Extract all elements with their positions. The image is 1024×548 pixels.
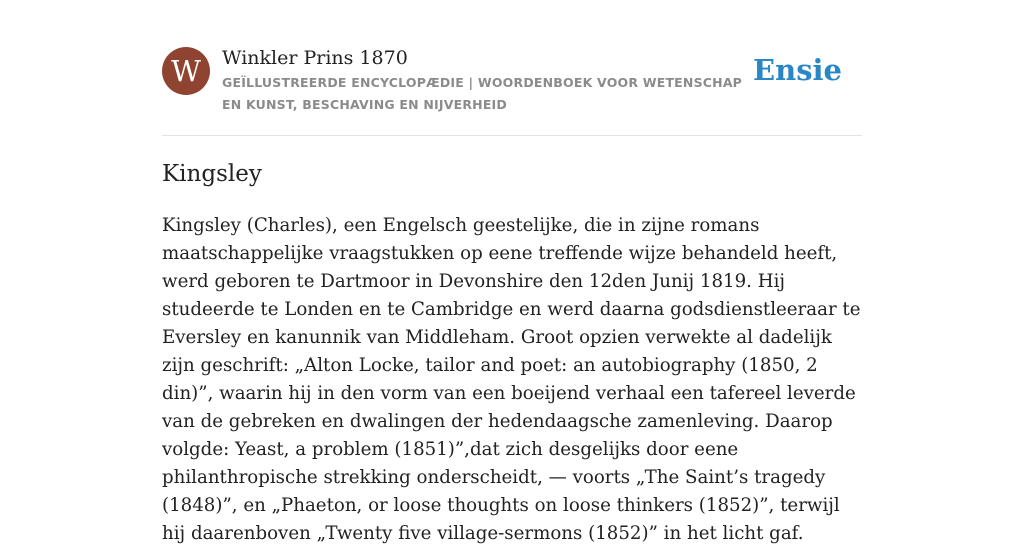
article-body: Kingsley (Charles), een Engelsch geestelijke, die in zijne romans maatschappelijke vraagstukken op eene treffende wijze behandeld heeft, werd geboren te Dartmoor in Devonshire den 12den Junij 1819. Hij studeerde te Londen en te Cambridge en werd daarna godsdienstleeraar te Eversley en kanunnik van Middleham. Groot opzien verwekte al dadelijk zijn geschrift: „Alton Locke, tailor and poet: an autobiography (1850, 2 din)”, waarin hij in den vorm van een boeijend verhaal een tafereel leverde van de gebreken en dwalingen der hedendaagsche zamenleving. Daarop volgde: Yeast, a problem (1851)”,dat zich desgelijks door eene philanthropische strekking onderscheidt, — voorts „The Saint’s tragedy (1848)”, en „Phaeton, or loose thoughts on loose thinkers (1852)”, terwijl hij daarenboven „Twenty five village-sermons (1852)” in het licht gaf. <box>162 215 861 544</box>
source-header <box>162 0 862 136</box>
article-title: Kingsley <box>162 161 262 187</box>
ensie-logo-link[interactable]: Ensie <box>753 53 842 87</box>
source-info <box>222 44 752 116</box>
content-container <box>162 0 862 544</box>
source-title[interactable]: Winkler Prins 1870 <box>222 47 408 69</box>
source-subtitle: GEÏLLUSTREERDE ENCYCLOPÆDIE | WOORDENBOEK VOOR WETENSCHAP EN KUNST, BESCHAVING EN NIJVERHEID <box>222 75 743 112</box>
source-avatar[interactable]: W <box>162 47 210 95</box>
